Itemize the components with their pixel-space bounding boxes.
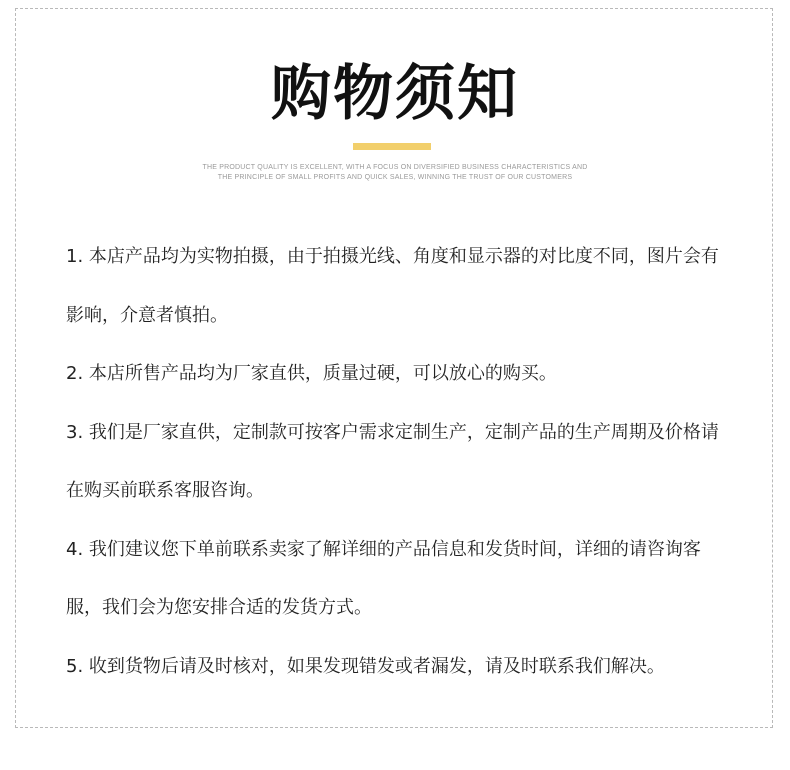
page-title: 购物须知 [271,59,519,129]
subtitle [0,163,790,183]
notice-item-1: 1. 本店产品均为实物拍摄，由于拍摄光线、角度和显示器的对比度不同，图片会有影响，介意者慎拍。 [66,246,719,326]
subtitle-line-2: THE PRINCIPLE OF SMALL PROFITS AND QUICK SALES, WINNING THE TRUST OF OUR CUSTOMERS [217,174,573,181]
notice-list [66,228,736,696]
subtitle-line-1: THE PRODUCT QUALITY IS EXCELLENT, WITH A FOCUS ON DIVERSIFIED BUSINESS CHARACTERISTICS AND [202,164,588,171]
notice-item-4: 4. 我们建议您下单前联系卖家了解详细的产品信息和发货时间，详细的请咨询客服，我们会为您安排合适的发货方式。 [66,538,701,618]
title-underline-bar [353,143,431,150]
notice-item-5: 5. 收到货物后请及时核对，如果发现错发或者漏发，请及时联系我们解决。 [66,655,665,677]
notice-item-3: 3. 我们是厂家直供，定制款可按客户需求定制生产，定制产品的生产周期及价格请在购买前联系客服咨询。 [66,421,719,501]
notice-item-2: 2. 本店所售产品均为厂家直供，质量过硬，可以放心的购买。 [66,363,557,384]
